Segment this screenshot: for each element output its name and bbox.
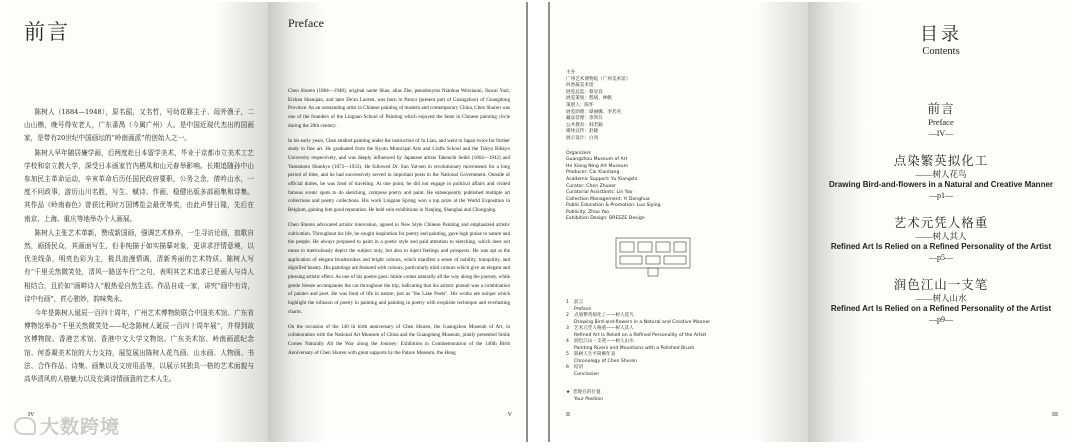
entry-title-en: Refined Art Is Relied on a Refined Personality of the Artist (830, 242, 1052, 251)
section-title-en: Painting Rivers and Mountains with a Polished Brush (574, 345, 695, 351)
entry-page: —IV— (928, 129, 954, 138)
credit-line: Publicity: Zhao Yao (566, 209, 610, 215)
contents-entry (828, 101, 1054, 139)
credit-line: 展览策划：程斌、林帆 (566, 96, 612, 102)
section-title-zh: 艺术元凭人格重——树人其人 (574, 326, 634, 331)
watermark-text: 大数跨境 (40, 416, 121, 438)
paragraph: 陈树人（1884—1948），原名韶，又名哲，号幼花簃主子、葭外渔子，二山山樵，晚号得安老人，广东番禺（今属广州）人。是中国近现代杰出的国画家，是带有20世纪中国画坛的“岭南画派”的创始人之一。 (24, 108, 254, 143)
watermark-logo-icon (14, 417, 36, 435)
contents-entry (828, 277, 1054, 325)
page-number: V (507, 412, 512, 418)
position-zh: 您现在的位置 (573, 390, 601, 395)
page-number: III (1052, 412, 1058, 418)
section-title-zh: 陈树人生平简略年表 (574, 352, 616, 357)
section-number: 1 (566, 300, 569, 305)
watermark (14, 412, 120, 439)
page-number: II (566, 412, 570, 418)
paragraph: In his early years, Chen studied painting under the instruction of Ju Lian, and went to Japan twice for further study in fine art. He graduated from the Kyoto Municipal Arts and Crafts School and the Tokyo Rikkyo University respectively, and was deeply influenced by Japanese artists Takeuchi Seihō (1864—1942) and Yamamoto Shunkyo (1872—1933). He followed Dr. Sun Yat-sen in revolutionary movements for a long period of time, and he had successively served in important posts in the National Government. Outside of official duties, he was fond of traveling. At one point, he did not engage in political affairs and visited famous scenic spots to do sketching, compose poetry and paint. He subsequently published multiple art collections and poetry collections. His work Lingnan Spring won a top prize at the World Exposition in Belgium, gaining him good reputation. He held solo exhibitions in Nanjing, Shanghai and Chongqing. (288, 137, 510, 214)
credit-line: He Xiang Ning Art Museum (566, 163, 629, 169)
credit-line: Public Education & Promotion: Luo Siying (566, 203, 661, 209)
credit-line: Organizers (566, 150, 591, 156)
credit-line: 展览总监：蔡显良 (566, 89, 603, 95)
entry-title-en: Drawing Bird-and-flowers in a Natural and Creative Manner (828, 180, 1054, 189)
credit-line: Academic Support: Yu Xiangshi (566, 176, 638, 182)
credit-line: 展览助理：谭丽娜、李若君 (566, 109, 622, 115)
contents-list (828, 101, 1054, 325)
credit-line: 何香凝美术馆 (566, 83, 594, 89)
credit-line: 主办 (566, 70, 576, 75)
paragraph: 陈树人早年随居廉学画，后两度赴日本留学美术，毕业于京都市立美术工艺学校和京立教大学，深受日本画家竹内栖凤和山元春举影响。长期追随孙中山参加民主革命运动，辛亥革命后历任国民政府要职，公务之余，倩吟山水，一度不问政事，游历山川名胜，写生、赋诗、作画，稳健出版多部画集和诗集。其作品《岭南春色》曾获比利时万国博览会最优等奖，由此声誉日隆，先后在南京、上海、重庆等地举办个人画展。 (24, 148, 254, 223)
entry-title-en: Preface (928, 117, 954, 127)
paragraph: 今年是陈树人诞辰一百四十周年，广州艺术博物院联合中国美术馆、广东省博物馆举办“千里关然微笑处——纪念陈树人诞辰一百四十周年展”，并得到故宫博物院、香港艺术馆、香港中文大学文物馆、广东美术馆、岭南画派纪念馆、何香凝美术馆的大力支持，展览展出陈树人花鸟画、山水画、人物画、书法、合作作品、诗集、画集以及文房用品等，以展示其独具一格的艺术面貌与高华清风的人格魅力以及充满诗情画意的艺术人生。 (24, 309, 254, 384)
section-number: 3 (566, 326, 569, 331)
contents-title-en: Contents (922, 46, 960, 57)
credits-en (566, 151, 796, 224)
position-legend (566, 390, 603, 403)
preface-cn-page (6, 2, 268, 442)
section-number: 4 (566, 339, 569, 344)
section-list (566, 300, 710, 378)
page-number: IV (28, 412, 35, 418)
credit-line: 策展人：陈怀 (566, 102, 594, 108)
star-icon: ★ (566, 390, 571, 395)
paragraph: On the occasion of the 140 th birth anniversary of Chen Shuren, the Guangzhou Museum of Art, in collaboration with the National Art Museum of China and the Guangdong Museum, jointly presented Smile Comes Naturally All the Way along the Journey: Exhibition in Commemoration of the 140th Birth Anniversary of Chen Shuren with great supports by the Palace Museum, the Hong (288, 323, 510, 356)
credit-line: Collection Management: Yi Donghua (566, 196, 650, 202)
section-number: 6 (566, 365, 569, 370)
floor-plan-icon (614, 234, 692, 278)
section-number: 2 (566, 313, 569, 318)
section-item-en (566, 372, 710, 379)
credit-line: 媒体宣传：赵颖 (566, 129, 599, 135)
paragraph: Chen Shuren advocated artistic innovation, agreed to New Style Chinese Painting and emphasized artistic cultivation. Throughout his life, he sought inspiration for poetry and painting, gave high praise to nature and the people. He always proposed to paint in a poetic style and paid attention to sketching, which does not mean to meticulously depict the subject only, but also to inject feelings and prospects. He was apt at the application of elegant brushstrokes and bright colours, which manifest a sense of nobility, tranquility, and dignified beauty. His paintings are featured with colours, particularly mild colours which give an elegant and pleasing artistic effect. As one of his poems goes: Smile comes naturally all the way along the journey, while gentle breeze accompanies the car throughout the trip, indicating that his artistic pursuit was a combination of painter and poet. He was fond of life in nature, just as "the Lake Poets". His works are unique which highlight the infusion of poetry in painting and painting in poetry with exquisite technique and everlasting charm. (288, 221, 510, 315)
section-title-zh: 润色江山一支笔——树人山水 (574, 339, 634, 344)
preface-cn-body (24, 106, 254, 386)
section-title-en: Refined Art Is Relied on a Refined Personality of the Artist (574, 332, 707, 338)
credits-page (550, 2, 808, 442)
credit-line: Curatorial Assistants: Lin Yao (566, 190, 633, 196)
entry-title-zh: 点染繁英拟化工 (893, 154, 989, 168)
contents-entry (828, 215, 1054, 263)
paragraph: Chen Shuren (1884—1948), original name Shao, alias Zhe, pseudonyms Nianhua Weixiaoni, Jiawai Yuzi, Ershan Shanqiao, and later De'an Laoren, was born in Panyu (present part of Guangzhou) of Guangdong Province. As an outstanding artist in Chinese painting of modern and contemporary China, Chen Shuren was one of the founders of the Lingnan School of Painting which enjoyed the fame in Chinese painting circle during the 20th century. (288, 88, 510, 129)
section-title-en: Drawing Bird-and-flowers in a Natural and Creative Manner (574, 319, 711, 325)
credit-line: Guangzhou Museum of Art (566, 157, 628, 163)
credit-line: Curator: Chen Zhuoer (566, 183, 617, 189)
section-title-zh: 点染繁英拟化工——树人花鸟 (574, 313, 634, 318)
preface-en-page (268, 2, 526, 442)
entry-subtitle: ——树人其人 (915, 231, 967, 241)
spacer (566, 372, 574, 379)
contents-page (808, 2, 1074, 442)
entry-title-zh: 前言 (927, 102, 955, 116)
contents-title-zh: 目录 (920, 24, 962, 44)
credits-cn (566, 70, 796, 143)
section-title-zh: 结语 (574, 365, 584, 370)
credit-line: Exhibition Design: BREEZE Design (566, 216, 645, 222)
credit-line: 公共教育：韩若颖 (566, 122, 603, 128)
entry-title-en: Refined Art Is Relied on a Refined Personality of the Artist (830, 304, 1052, 313)
entry-page: —p1— (929, 191, 953, 200)
section-title-en: Conclusion (574, 371, 600, 377)
credit-line: 展示设计：白风 (566, 135, 599, 141)
credit-line: 广州艺术博物院（广州美术馆） (566, 76, 631, 82)
contents-entry (828, 153, 1054, 201)
page-title: Preface (288, 16, 324, 30)
entry-title-zh: 艺术元凭人格重 (893, 216, 989, 230)
paragraph: 陈树人主张艺术革新，赞成新国画，强调艺术修养，一生寻访论画，寂歌自然，画扬民众，其画面写生，但非纯描于如实描摹对象，更讲求抒情意境，以优美线条，明亮色彩为主，极具浪漫情调，清新秀丽的艺术特质。陈树人写有“千里关然微笑处，清风一路送车行”之句，表明其艺术追求已是画人与诗人相结合，且於如“画畔诗人”般热爱自然生活。作品自成一家，讲究“画中有诗，诗中有画”，匠心独妙，韵味隽永。 (24, 228, 254, 303)
spread-edge (526, 2, 528, 442)
position-en: Your Position (574, 396, 604, 402)
entry-page: —p9— (929, 315, 953, 324)
entry-subtitle: ——树人山水 (915, 293, 967, 303)
section-title-en: Chronology of Chen Shuren (574, 358, 638, 364)
section-title-en: Preface (574, 306, 592, 312)
section-title-zh: 前言 (574, 300, 584, 305)
entry-subtitle: ——树人花鸟 (915, 169, 967, 179)
preface-en-body (288, 87, 510, 357)
entry-page: —p5— (929, 253, 953, 262)
section-number: 5 (566, 352, 569, 357)
credit-line: 藏品管理：余剑芬 (566, 116, 603, 122)
page-title: 前言 (24, 20, 70, 44)
credit-line: Producer: Cai Xianliang (566, 170, 620, 176)
entry-title-zh: 润色江山一支笔 (893, 278, 989, 292)
